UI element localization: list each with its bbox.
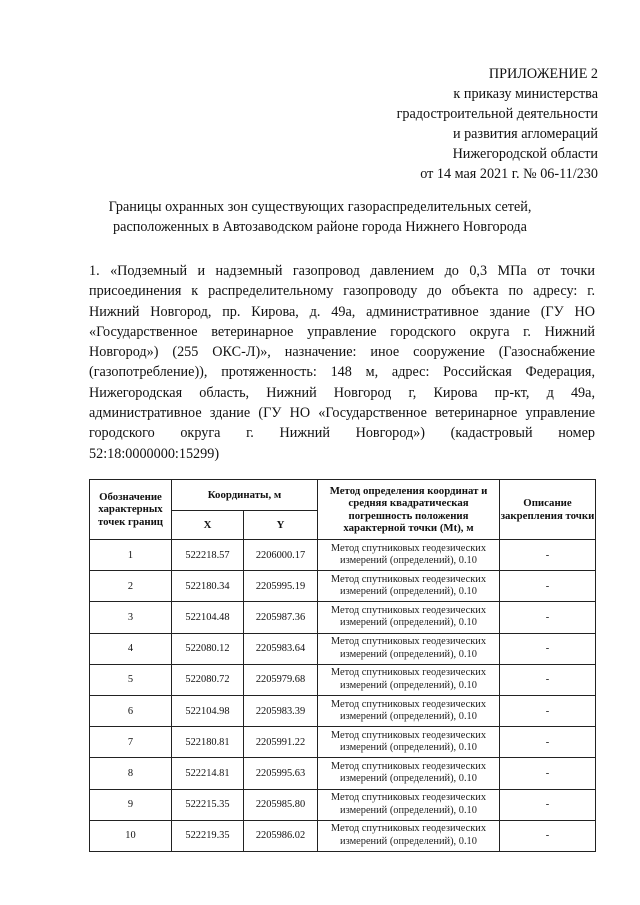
point-number: 10 [90, 820, 172, 851]
header-method: Метод определения координат и средняя квадратическая погрешность положения характерной точки (Mt), м [318, 480, 500, 540]
object-description: 1. «Подземный и надземный газопровод давлением до 0,3 МПа от точки присоединения к распределительному газопроводу до объекта по адресу: г. Нижний Новгород, пр. Кирова, д. 49а, административное здание (ГУ НО «Государственное ветеринарное управление городского округа г. Нижний Новгород») (255 ОКС-Л)», назначение: иное сооружение (Газоснабжение (газопотребление)), протяженность: 148 м, адрес: Российская Федерация, Нижегородская область, Нижний Новгород г, Кирова пр-кт, д 49а, административное здание (ГУ НО «Государственное ветеринарное управление городского округа г. Нижний Новгород») (кадастровый номер 52:18:0000000:15299) [89, 263, 595, 462]
method-line-1: Метод спутниковых геодезических [330, 604, 487, 616]
coord-y: 2205979.68 [244, 664, 318, 695]
header-point: Обозначение характерных точек границ [90, 480, 172, 540]
method-cell [318, 789, 500, 820]
method-cell [318, 602, 500, 633]
header-attachment: Описание закрепления точки [500, 480, 596, 540]
coord-y: 2205987.36 [244, 602, 318, 633]
method-line-2: измерений (определений), 0.10 [340, 648, 477, 660]
attachment-cell: - [500, 571, 596, 602]
table-row [90, 664, 596, 695]
attachment-cell: - [500, 664, 596, 695]
table-row [90, 602, 596, 633]
attachment-cell: - [500, 727, 596, 758]
ministry-line-2: и развития агломераций [452, 126, 598, 142]
method-cell [318, 727, 500, 758]
coord-x: 522180.34 [172, 571, 244, 602]
point-number: 6 [90, 695, 172, 726]
method-line-1: Метод спутниковых геодезических [330, 667, 487, 679]
attachment-cell: - [500, 789, 596, 820]
method-line-1: Метод спутниковых геодезических [330, 729, 487, 741]
point-number: 1 [90, 540, 172, 571]
coord-y: 2206000.17 [244, 540, 318, 571]
attachment-cell: - [500, 758, 596, 789]
table-row [90, 540, 596, 571]
method-line-2: измерений (определений), 0.10 [340, 835, 477, 847]
attachment-cell: - [500, 695, 596, 726]
method-line-1: Метод спутниковых геодезических [330, 823, 487, 835]
coord-x: 522080.72 [172, 664, 244, 695]
method-cell [318, 820, 500, 851]
document-title [40, 197, 600, 237]
method-line-1: Метод спутниковых геодезических [330, 698, 487, 710]
coord-y: 2205991.22 [244, 727, 318, 758]
method-line-1: Метод спутниковых геодезических [330, 760, 487, 772]
method-line-2: измерений (определений), 0.10 [340, 711, 477, 723]
coord-x: 522215.35 [172, 789, 244, 820]
boundary-points-table [89, 479, 596, 852]
point-number: 8 [90, 758, 172, 789]
point-number: 5 [90, 664, 172, 695]
coord-y: 2205983.39 [244, 695, 318, 726]
attachment-cell: - [500, 820, 596, 851]
appendix-header [268, 64, 598, 184]
coord-x: 522180.81 [172, 727, 244, 758]
method-line-2: измерений (определений), 0.10 [340, 742, 477, 754]
coord-y: 2205986.02 [244, 820, 318, 851]
method-line-2: измерений (определений), 0.10 [340, 555, 477, 567]
method-line-2: измерений (определений), 0.10 [340, 773, 477, 785]
table-row [90, 758, 596, 789]
table-row [90, 789, 596, 820]
method-line-2: измерений (определений), 0.10 [340, 804, 477, 816]
order-date: от 14 мая 2021 г. № 06-11/230 [420, 166, 598, 182]
method-cell [318, 571, 500, 602]
header-coordinates: Координаты, м [172, 480, 318, 511]
method-line-2: измерений (определений), 0.10 [340, 679, 477, 691]
region-line: Нижегородской области [452, 146, 598, 162]
coord-y: 2205985.80 [244, 789, 318, 820]
method-line-1: Метод спутниковых геодезических [330, 542, 487, 554]
coord-x: 522104.48 [172, 602, 244, 633]
method-cell [318, 540, 500, 571]
table-row [90, 633, 596, 664]
method-cell [318, 695, 500, 726]
coord-x: 522218.57 [172, 540, 244, 571]
table-row [90, 571, 596, 602]
method-line-2: измерений (определений), 0.10 [340, 617, 477, 629]
method-cell [318, 758, 500, 789]
point-number: 2 [90, 571, 172, 602]
table-row [90, 727, 596, 758]
header-x: X [172, 511, 244, 540]
point-number: 7 [90, 727, 172, 758]
coord-x: 522080.12 [172, 633, 244, 664]
coord-y: 2205995.63 [244, 758, 318, 789]
coord-y: 2205983.64 [244, 633, 318, 664]
attachment-cell: - [500, 540, 596, 571]
appendix-number: ПРИЛОЖЕНИЕ 2 [488, 66, 598, 82]
attachment-cell: - [500, 602, 596, 633]
method-line-1: Метод спутниковых геодезических [330, 573, 487, 585]
method-line-2: измерений (определений), 0.10 [340, 586, 477, 598]
point-number: 9 [90, 789, 172, 820]
table-row [90, 820, 596, 851]
header-y: Y [244, 511, 318, 540]
method-line-1: Метод спутниковых геодезических [330, 792, 487, 804]
ministry-line: градостроительной деятельности [396, 106, 598, 122]
method-cell [318, 633, 500, 664]
title-line-2: расположенных в Автозаводском районе города Нижнего Новгорода [113, 219, 527, 235]
method-line-1: Метод спутниковых геодезических [330, 636, 487, 648]
attachment-cell: - [500, 633, 596, 664]
coord-y: 2205995.19 [244, 571, 318, 602]
coord-x: 522214.81 [172, 758, 244, 789]
table-row [90, 695, 596, 726]
order-ref-line: к приказу министерства [453, 86, 598, 102]
title-line-1: Границы охранных зон существующих газораспределительных сетей, [108, 199, 532, 215]
method-cell [318, 664, 500, 695]
coord-x: 522219.35 [172, 820, 244, 851]
point-number: 3 [90, 602, 172, 633]
point-number: 4 [90, 633, 172, 664]
coord-x: 522104.98 [172, 695, 244, 726]
